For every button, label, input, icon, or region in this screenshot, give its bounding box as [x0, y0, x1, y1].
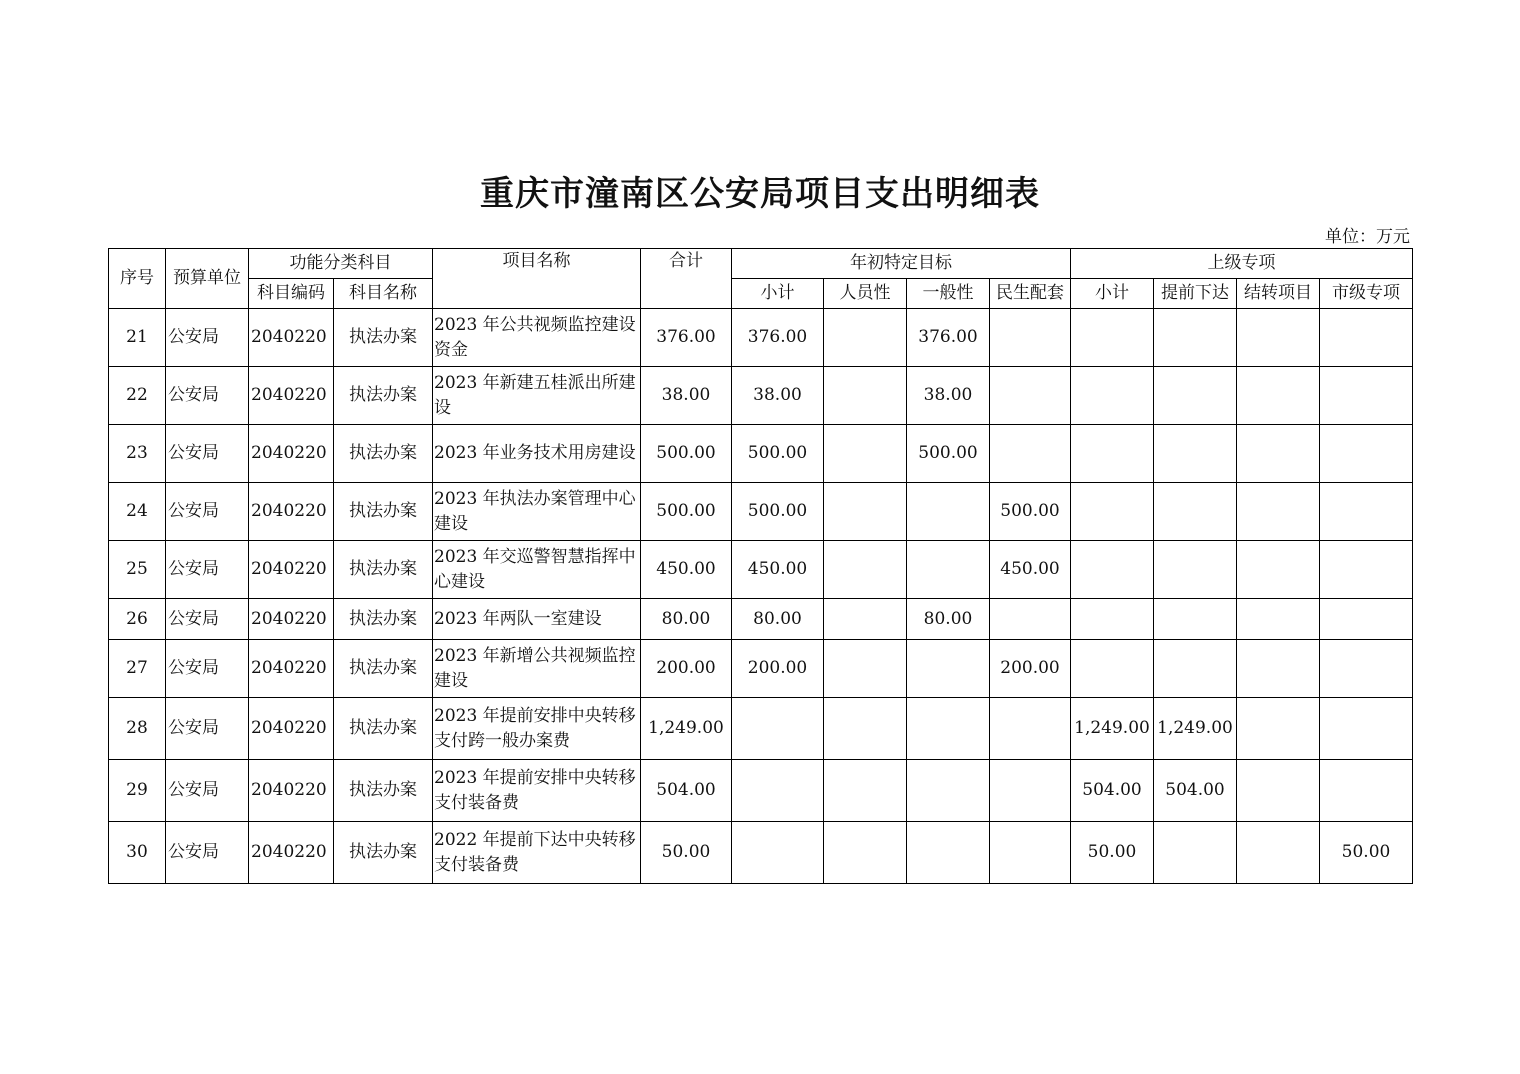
cell-city: [1320, 541, 1413, 599]
cell-code: 2040220: [249, 760, 334, 822]
cell-city: [1320, 599, 1413, 640]
cell-personnel: [824, 760, 907, 822]
cell-target-sub: 376.00: [732, 309, 824, 367]
header-code: 科目编码: [249, 279, 334, 309]
cell-total: 450.00: [641, 541, 732, 599]
cell-advance: [1154, 599, 1237, 640]
cell-carryover: [1237, 822, 1320, 884]
cell-personnel: [824, 822, 907, 884]
cell-general: 500.00: [907, 425, 990, 483]
cell-project: 2023 年提前安排中央转移支付跨一般办案费: [433, 698, 641, 760]
header-total: 合计: [641, 249, 732, 309]
header-superior: 上级专项: [1071, 249, 1413, 279]
cell-total: 500.00: [641, 483, 732, 541]
cell-project: 2022 年提前下达中央转移支付装备费: [433, 822, 641, 884]
cell-subject: 执法办案: [334, 309, 433, 367]
cell-general: 80.00: [907, 599, 990, 640]
cell-advance: [1154, 640, 1237, 698]
cell-seq: 27: [109, 640, 166, 698]
cell-carryover: [1237, 698, 1320, 760]
cell-total: 1,249.00: [641, 698, 732, 760]
table-row: [109, 309, 1413, 367]
cell-code: 2040220: [249, 822, 334, 884]
cell-code: 2040220: [249, 425, 334, 483]
cell-project: 2023 年新增公共视频监控建设: [433, 640, 641, 698]
cell-code: 2040220: [249, 483, 334, 541]
cell-project: 2023 年新建五桂派出所建设: [433, 367, 641, 425]
cell-personnel: [824, 698, 907, 760]
cell-code: 2040220: [249, 640, 334, 698]
cell-seq: 29: [109, 760, 166, 822]
cell-target-sub: 500.00: [732, 483, 824, 541]
cell-subject: 执法办案: [334, 760, 433, 822]
cell-advance: [1154, 822, 1237, 884]
cell-total: 38.00: [641, 367, 732, 425]
cell-project: 2023 年交巡警智慧指挥中心建设: [433, 541, 641, 599]
cell-unit: 公安局: [166, 640, 249, 698]
cell-total: 376.00: [641, 309, 732, 367]
cell-livelihood: 200.00: [990, 640, 1071, 698]
cell-carryover: [1237, 425, 1320, 483]
cell-project: 2023 年业务技术用房建设: [433, 425, 641, 483]
table-row: [109, 367, 1413, 425]
cell-general: [907, 640, 990, 698]
cell-sup-sub: [1071, 640, 1154, 698]
cell-target-sub: 500.00: [732, 425, 824, 483]
table-row: [109, 640, 1413, 698]
cell-sup-sub: [1071, 483, 1154, 541]
header-seq: 序号: [109, 249, 166, 309]
cell-code: 2040220: [249, 309, 334, 367]
cell-code: 2040220: [249, 599, 334, 640]
cell-personnel: [824, 599, 907, 640]
cell-seq: 23: [109, 425, 166, 483]
cell-general: [907, 822, 990, 884]
header-carryover: 结转项目: [1237, 279, 1320, 309]
header-row-1: [109, 249, 1413, 279]
cell-livelihood: [990, 698, 1071, 760]
cell-personnel: [824, 483, 907, 541]
header-general: 一般性: [907, 279, 990, 309]
header-row-2: [109, 279, 1413, 309]
cell-city: [1320, 483, 1413, 541]
cell-sup-sub: [1071, 309, 1154, 367]
cell-city: [1320, 760, 1413, 822]
cell-sup-sub: 504.00: [1071, 760, 1154, 822]
cell-carryover: [1237, 760, 1320, 822]
cell-livelihood: 450.00: [990, 541, 1071, 599]
cell-project: 2023 年执法办案管理中心建设: [433, 483, 641, 541]
cell-advance: [1154, 309, 1237, 367]
cell-city: [1320, 698, 1413, 760]
cell-seq: 25: [109, 541, 166, 599]
header-advance: 提前下达: [1154, 279, 1237, 309]
cell-advance: [1154, 367, 1237, 425]
cell-total: 80.00: [641, 599, 732, 640]
cell-target-sub: 38.00: [732, 367, 824, 425]
cell-subject: 执法办案: [334, 483, 433, 541]
cell-livelihood: [990, 425, 1071, 483]
cell-seq: 28: [109, 698, 166, 760]
header-city: 市级专项: [1320, 279, 1413, 309]
cell-target-sub: 80.00: [732, 599, 824, 640]
cell-code: 2040220: [249, 698, 334, 760]
cell-general: [907, 760, 990, 822]
cell-city: 50.00: [1320, 822, 1413, 884]
cell-sup-sub: [1071, 599, 1154, 640]
cell-sup-sub: [1071, 541, 1154, 599]
cell-advance: 1,249.00: [1154, 698, 1237, 760]
cell-seq: 22: [109, 367, 166, 425]
cell-carryover: [1237, 599, 1320, 640]
cell-carryover: [1237, 640, 1320, 698]
cell-sup-sub: [1071, 367, 1154, 425]
cell-advance: [1154, 483, 1237, 541]
cell-livelihood: 500.00: [990, 483, 1071, 541]
cell-general: [907, 483, 990, 541]
cell-subject: 执法办案: [334, 698, 433, 760]
cell-code: 2040220: [249, 541, 334, 599]
cell-code: 2040220: [249, 367, 334, 425]
header-livelihood: 民生配套: [990, 279, 1071, 309]
cell-unit: 公安局: [166, 483, 249, 541]
cell-city: [1320, 309, 1413, 367]
table-row: [109, 483, 1413, 541]
cell-total: 504.00: [641, 760, 732, 822]
cell-personnel: [824, 425, 907, 483]
table-row: [109, 541, 1413, 599]
cell-personnel: [824, 367, 907, 425]
cell-unit: 公安局: [166, 309, 249, 367]
cell-project: 2023 年提前安排中央转移支付装备费: [433, 760, 641, 822]
cell-unit: 公安局: [166, 367, 249, 425]
cell-sup-sub: 50.00: [1071, 822, 1154, 884]
table-row: [109, 425, 1413, 483]
cell-unit: 公安局: [166, 425, 249, 483]
cell-total: 500.00: [641, 425, 732, 483]
table-row: [109, 698, 1413, 760]
cell-general: [907, 541, 990, 599]
cell-general: 38.00: [907, 367, 990, 425]
cell-unit: 公安局: [166, 822, 249, 884]
cell-subject: 执法办案: [334, 425, 433, 483]
cell-unit: 公安局: [166, 541, 249, 599]
cell-unit: 公安局: [166, 698, 249, 760]
cell-general: 376.00: [907, 309, 990, 367]
cell-carryover: [1237, 541, 1320, 599]
cell-personnel: [824, 640, 907, 698]
cell-seq: 24: [109, 483, 166, 541]
cell-livelihood: [990, 760, 1071, 822]
cell-subject: 执法办案: [334, 640, 433, 698]
header-target-sub: 小计: [732, 279, 824, 309]
cell-livelihood: [990, 309, 1071, 367]
header-target: 年初特定目标: [732, 249, 1071, 279]
table-row: [109, 599, 1413, 640]
header-func-class: 功能分类科目: [249, 249, 433, 279]
cell-advance: 504.00: [1154, 760, 1237, 822]
cell-total: 50.00: [641, 822, 732, 884]
cell-subject: 执法办案: [334, 599, 433, 640]
header-personnel: 人员性: [824, 279, 907, 309]
cell-seq: 30: [109, 822, 166, 884]
cell-livelihood: [990, 822, 1071, 884]
cell-subject: 执法办案: [334, 541, 433, 599]
header-unit: 预算单位: [166, 249, 249, 309]
cell-city: [1320, 425, 1413, 483]
header-sup-sub: 小计: [1071, 279, 1154, 309]
cell-seq: 26: [109, 599, 166, 640]
cell-target-sub: 450.00: [732, 541, 824, 599]
cell-total: 200.00: [641, 640, 732, 698]
cell-livelihood: [990, 599, 1071, 640]
cell-project: 2023 年公共视频监控建设资金: [433, 309, 641, 367]
cell-target-sub: [732, 822, 824, 884]
header-project: 项目名称: [433, 249, 641, 309]
table-row: [109, 822, 1413, 884]
cell-unit: 公安局: [166, 760, 249, 822]
cell-carryover: [1237, 309, 1320, 367]
cell-unit: 公安局: [166, 599, 249, 640]
cell-carryover: [1237, 367, 1320, 425]
cell-subject: 执法办案: [334, 822, 433, 884]
header-subject: 科目名称: [334, 279, 433, 309]
cell-sup-sub: 1,249.00: [1071, 698, 1154, 760]
expense-table: [108, 248, 1413, 884]
cell-livelihood: [990, 367, 1071, 425]
cell-target-sub: 200.00: [732, 640, 824, 698]
cell-city: [1320, 367, 1413, 425]
cell-subject: 执法办案: [334, 367, 433, 425]
page-title: 重庆市潼南区公安局项目支出明细表: [480, 174, 1040, 214]
table-row: [109, 760, 1413, 822]
cell-carryover: [1237, 483, 1320, 541]
cell-personnel: [824, 541, 907, 599]
cell-target-sub: [732, 760, 824, 822]
cell-sup-sub: [1071, 425, 1154, 483]
cell-general: [907, 698, 990, 760]
cell-target-sub: [732, 698, 824, 760]
cell-advance: [1154, 425, 1237, 483]
cell-project: 2023 年两队一室建设: [433, 599, 641, 640]
cell-seq: 21: [109, 309, 166, 367]
cell-advance: [1154, 541, 1237, 599]
unit-label: 单位：万元: [1325, 227, 1410, 247]
cell-personnel: [824, 309, 907, 367]
cell-city: [1320, 640, 1413, 698]
